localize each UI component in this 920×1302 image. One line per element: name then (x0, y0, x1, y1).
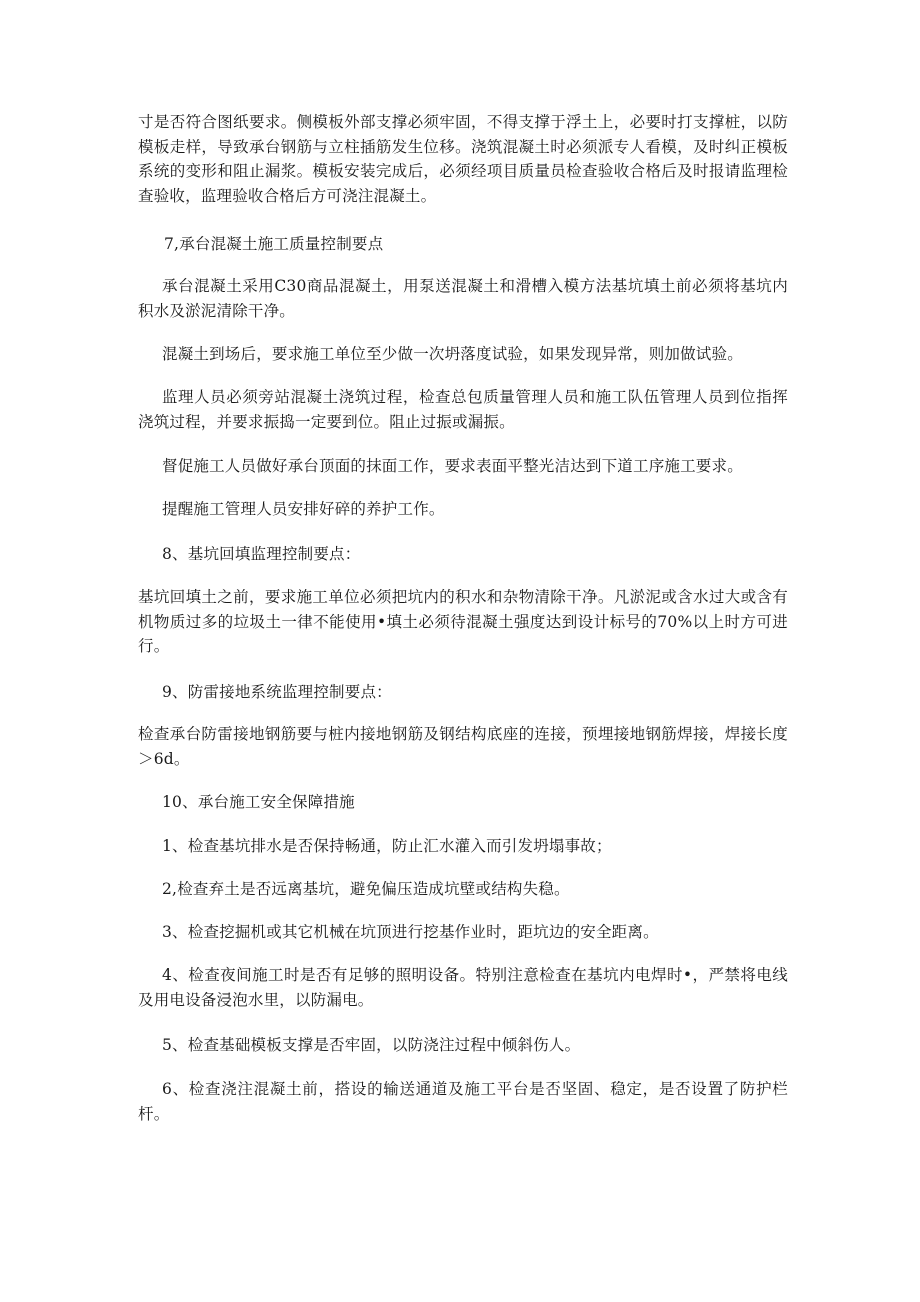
heading-section-7: 7,承台混凝土施工质量控制要点 (164, 235, 384, 253)
heading-section-8: 8、基坑回填监理控制要点： (162, 545, 361, 563)
list-item-5: 5、检查基础模板支撑是否牢固，以防浇注过程中倾斜伤人。 (162, 1036, 581, 1054)
paragraph-grounding: 检查承台防雷接地钢筋要与桩内接地钢筋及钢结构底座的连接，预埋接地钢筋焊接，焊接长度＞6d。 (138, 725, 788, 768)
list-item-4: 4、检查夜间施工时是否有足够的照明设备。特别注意检查在基坑内电焊时•，严禁将电线及用电设备浸泡水里，以防漏电。 (138, 966, 788, 1009)
list-item-6: 6、检查浇注混凝土前，搭设的输送通道及施工平台是否坚固、稳定，是否设置了防护栏杆。 (138, 1080, 788, 1123)
paragraph-surface-finish: 督促施工人员做好承台顶面的抹面工作，要求表面平整光洁达到下道工序施工要求。 (162, 457, 743, 475)
heading-section-9: 9、防雷接地系统监理控制要点： (162, 683, 392, 701)
heading-section-10: 10、承台施工安全保障措施 (162, 793, 355, 811)
paragraph-concrete-c30: 承台混凝土采用C30商品混凝土，用泵送混凝土和滑槽入模方法基坑填土前必须将基坑内积水及淤泥清除干净。 (138, 277, 788, 320)
list-item-3: 3、检查挖掘机或其它机械在坑顶进行挖基作业时，距坑边的安全距离。 (162, 923, 659, 941)
paragraph-formwork-continued: 寸是否符合图纸要求。侧模板外部支撑必须牢固，不得支撑于浮土上，必要时打支撑桩，以防模板走样，导致承台钢筋与立柱插筋发生位移。浇筑混凝土时必须派专人看模，及时纠正模板系统的变形和阻止漏浆。模板安装完成后，必须经项目质量员检查验收合格后及时报请监理检查验收，监理验收合格后方可浇注混凝土。 (138, 113, 788, 205)
paragraph-backfill: 基坑回填土之前，要求施工单位必须把坑内的积水和杂物清除干净。凡淤泥或含水过大或含有机物质过多的垃圾土一律不能使用•填土必须待混凝土强度达到设计标号的70%以上时方可进行。 (138, 588, 788, 655)
paragraph-supervision: 监理人员必须旁站混凝土浇筑过程，检查总包质量管理人员和施工队伍管理人员到位指挥浇筑过程，并要求振捣一定要到位。阻止过振或漏振。 (138, 388, 788, 431)
paragraph-curing: 提醒施工管理人员安排好碎的养护工作。 (162, 500, 445, 518)
list-item-2: 2,检查弃土是否远离基坑，避免偏压造成坑壁或结构失稳。 (162, 880, 570, 898)
list-item-1: 1、检查基坑排水是否保持畅通，防止汇水灌入而引发坍塌事故； (162, 837, 612, 855)
paragraph-slump-test: 混凝土到场后，要求施工单位至少做一次坍落度试验，如果发现异常，则加做试验。 (162, 345, 743, 363)
